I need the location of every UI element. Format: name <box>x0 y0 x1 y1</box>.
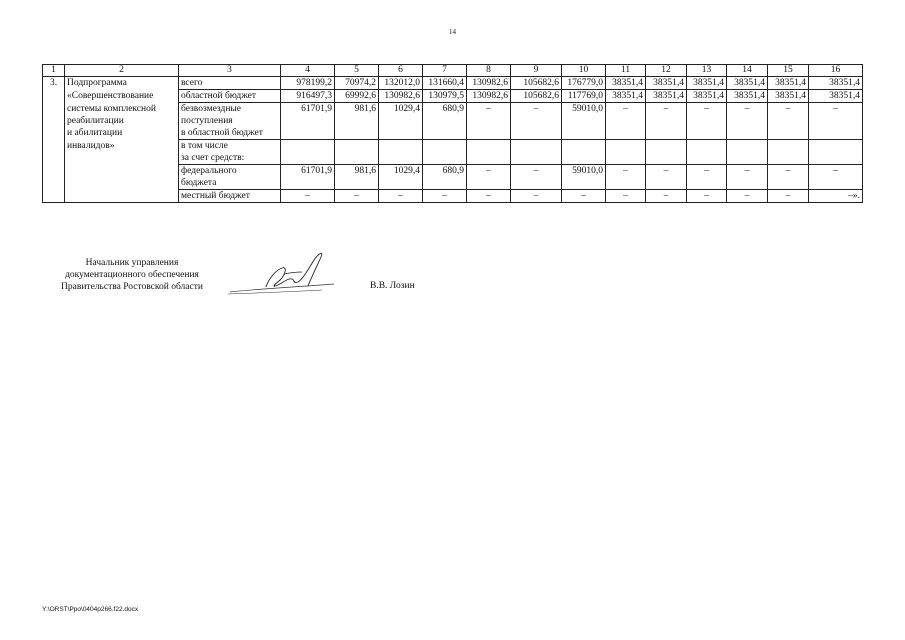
row-index-cell <box>43 190 65 203</box>
column-header: 7 <box>423 65 467 77</box>
column-header: 3 <box>179 65 281 77</box>
value-cell: 38351,4 <box>687 90 727 103</box>
column-header: 14 <box>727 65 768 77</box>
subprogram-line: «Совершенствование <box>67 90 154 101</box>
subprogram-line: системы комплексной <box>67 103 156 114</box>
value-cell <box>423 140 467 165</box>
value-cell: – <box>687 165 727 190</box>
value-cell: 61701,9 <box>281 103 335 140</box>
value-cell: 38351,4 <box>606 77 646 90</box>
value-cell: – <box>646 103 687 140</box>
header-row <box>43 65 863 77</box>
column-header: 15 <box>768 65 809 77</box>
value-cell <box>281 140 335 165</box>
value-cell: 38351,4 <box>809 77 863 90</box>
value-cell: – <box>467 103 511 140</box>
funding-source-cell <box>179 165 281 190</box>
value-cell <box>562 140 606 165</box>
column-header: 2 <box>65 65 179 77</box>
value-cell <box>511 140 562 165</box>
value-cell: – <box>335 190 379 203</box>
value-cell <box>687 140 727 165</box>
value-cell: – <box>727 190 768 203</box>
value-cell: 59010,0 <box>562 103 606 140</box>
value-cell: 130979,5 <box>423 90 467 103</box>
value-cell: – <box>646 190 687 203</box>
value-cell <box>727 140 768 165</box>
value-cell: 70974,2 <box>335 77 379 90</box>
funding-source-line: за счет средств: <box>181 153 245 163</box>
signatory-name: В.В. Лозин <box>370 281 415 291</box>
funding-source-cell <box>179 190 281 203</box>
value-cell: 38351,4 <box>646 77 687 90</box>
value-cell: 1029,4 <box>379 165 423 190</box>
funding-source-line: областной бюджет <box>181 91 257 101</box>
row-index-cell <box>43 103 65 140</box>
value-cell: 981,6 <box>335 165 379 190</box>
column-header: 11 <box>606 65 646 77</box>
position-line: документационного обеспечения <box>65 270 199 280</box>
column-header: 6 <box>379 65 423 77</box>
value-cell: 38351,4 <box>768 90 809 103</box>
table-row <box>43 190 863 203</box>
subprogram-line: Подпрограмма <box>67 78 127 88</box>
value-cell: – <box>281 190 335 203</box>
value-cell: 978199,2 <box>281 77 335 90</box>
subprogram-cell <box>65 140 179 165</box>
value-cell: – <box>687 103 727 140</box>
value-cell: 38351,4 <box>809 90 863 103</box>
funding-source-line: всего <box>181 78 203 88</box>
value-cell: – <box>423 190 467 203</box>
table-row <box>43 90 863 103</box>
value-cell: – <box>809 165 863 190</box>
value-cell: – <box>379 190 423 203</box>
column-header: 4 <box>281 65 335 77</box>
file-path: Y:\ORST\Ppo\0404p266.f22.docx <box>42 606 139 613</box>
value-cell: – <box>768 103 809 140</box>
funding-source-cell <box>179 77 281 90</box>
row-index-cell: 3. <box>43 77 65 90</box>
row-index-cell <box>43 90 65 103</box>
value-cell: – <box>646 165 687 190</box>
value-cell: 69992,6 <box>335 90 379 103</box>
value-cell: 105682,6 <box>511 77 562 90</box>
value-cell <box>768 140 809 165</box>
value-cell: 130982,6 <box>467 77 511 90</box>
table-row <box>43 165 863 190</box>
value-cell: 38351,4 <box>727 90 768 103</box>
subprogram-cell <box>65 190 179 203</box>
value-cell: 132012,0 <box>379 77 423 90</box>
subprogram-line: реабилитации <box>67 115 124 126</box>
funding-source-line: в том числе <box>181 141 228 151</box>
funding-source-cell <box>179 140 281 165</box>
value-cell: – <box>606 190 646 203</box>
value-cell: 59010,0 <box>562 165 606 190</box>
row-index-cell <box>43 165 65 190</box>
row-index-cell <box>43 140 65 165</box>
column-header: 12 <box>646 65 687 77</box>
value-cell: 105682,6 <box>511 90 562 103</box>
value-cell: 680,9 <box>423 103 467 140</box>
column-header: 9 <box>511 65 562 77</box>
table-row <box>43 140 863 165</box>
value-cell: 680,9 <box>423 165 467 190</box>
value-cell: 117769,0 <box>562 90 606 103</box>
value-cell <box>646 140 687 165</box>
value-cell: – <box>467 190 511 203</box>
value-cell: – <box>768 165 809 190</box>
subprogram-line: и абилитации <box>67 127 123 138</box>
subprogram-line: инвалидов» <box>67 140 115 151</box>
column-header: 5 <box>335 65 379 77</box>
column-header: 8 <box>467 65 511 77</box>
funding-source-cell <box>179 103 281 140</box>
funding-source-cell <box>179 90 281 103</box>
value-cell <box>379 140 423 165</box>
value-cell: – <box>511 103 562 140</box>
funding-source-line: бюджета <box>181 178 217 188</box>
funding-source-line: поступления <box>181 116 233 126</box>
value-cell: 1029,4 <box>379 103 423 140</box>
subprogram-cell <box>65 90 179 103</box>
funding-source-line: безвозмездные <box>181 104 242 114</box>
value-cell: 38351,4 <box>727 77 768 90</box>
budget-table <box>42 64 863 203</box>
value-cell: 38351,4 <box>606 90 646 103</box>
subprogram-cell <box>65 77 179 90</box>
value-cell: 61701,9 <box>281 165 335 190</box>
value-cell: – <box>562 190 606 203</box>
position-line: Правительства Ростовской области <box>61 282 203 292</box>
value-cell: – <box>809 103 863 140</box>
subprogram-cell <box>65 103 179 140</box>
value-cell: –». <box>809 190 863 203</box>
value-cell: 38351,4 <box>646 90 687 103</box>
value-cell: 176779,0 <box>562 77 606 90</box>
value-cell <box>335 140 379 165</box>
subprogram-cell <box>65 165 179 190</box>
value-cell: – <box>687 190 727 203</box>
column-header: 16 <box>809 65 863 77</box>
value-cell: – <box>511 190 562 203</box>
value-cell: 130982,6 <box>467 90 511 103</box>
column-header: 10 <box>562 65 606 77</box>
table-row <box>43 103 863 140</box>
value-cell <box>467 140 511 165</box>
funding-source-line: федерального <box>181 166 237 176</box>
value-cell: – <box>606 103 646 140</box>
value-cell: 38351,4 <box>687 77 727 90</box>
value-cell: – <box>467 165 511 190</box>
column-header: 1 <box>43 65 65 77</box>
position-line: Начальник управления <box>85 258 179 268</box>
value-cell: 981,6 <box>335 103 379 140</box>
signatory-position <box>42 257 222 293</box>
page-number: 14 <box>449 28 456 36</box>
value-cell: – <box>727 103 768 140</box>
funding-source-line: местный бюджет <box>181 191 250 201</box>
value-cell: 38351,4 <box>768 77 809 90</box>
value-cell: – <box>606 165 646 190</box>
value-cell: – <box>511 165 562 190</box>
table-row <box>43 77 863 90</box>
value-cell: 916497,3 <box>281 90 335 103</box>
value-cell: 131660,4 <box>423 77 467 90</box>
value-cell <box>809 140 863 165</box>
funding-source-line: в областной бюджет <box>181 128 263 138</box>
value-cell <box>606 140 646 165</box>
column-header: 13 <box>687 65 727 77</box>
value-cell: – <box>768 190 809 203</box>
value-cell: – <box>727 165 768 190</box>
handwritten-signature <box>226 248 338 298</box>
value-cell: 130982,6 <box>379 90 423 103</box>
